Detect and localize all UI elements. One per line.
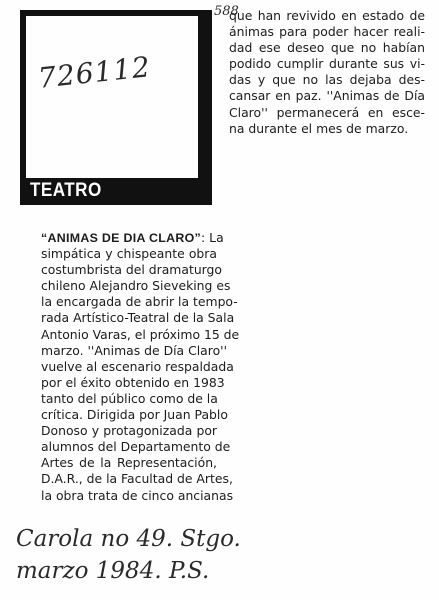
handwritten-source-note: Carola no 49. Stgo. [16,526,241,552]
handwritten-date-note: marzo 1984. P.S. [16,558,210,584]
article-line: tanto del público como de la [41,390,218,406]
article-line: que han revivido en estado de [229,8,425,23]
article-line: Artes de la Representación, [41,455,217,471]
article-left-column [41,230,240,504]
section-label: TEATRO [30,180,102,201]
handwritten-corner-number: 588 [214,4,239,19]
article-line: D.A.R., de la Facultad de Artes, [41,471,233,487]
article-line: marzo. ''Animas de Día Claro'' [41,342,227,358]
article-line: Donoso y protagonizada por [41,423,217,439]
article-line: crítica. Dirigida por Juan Pablo [41,407,228,423]
article-line: cansar en paz. ''Animas de Día [229,88,425,104]
article-lead-line [41,230,224,246]
handwritten-archive-id: 726112 [36,50,153,95]
article-line: por el éxito obtenido en 1983 [41,374,225,390]
article-line: vuelve al escenario respaldada [41,358,234,374]
article-line: chileno Alejandro Sieveking es [41,278,231,294]
article-line: na durante el mes de marzo. [229,120,409,136]
article-line: alumnos del Departamento de [41,439,231,455]
article-line: : La [201,230,224,245]
header-blank-panel [26,16,200,178]
article-line: costumbrista del dramaturgo [41,262,222,278]
article-line: ánimas para poder hacer reali- [229,24,425,40]
article-line: la encargada de abrir la tempo- [41,294,238,310]
article-line: Claro'' permanecerá en esce- [229,104,425,120]
article-line: la obra trata de cinco ancianas [41,487,234,503]
article-right-column [229,8,425,137]
section-header-block [20,10,212,205]
article-line: das y que no las dejaba des- [229,72,425,88]
article-line: Antonio Varas, el próximo 15 de [41,326,240,342]
article-line: rada Artístico-Teatral de la Sala [41,310,235,326]
article-lead-title: “ANIMAS DE DIA CLARO” [41,231,202,245]
article-line: dad ese deseo que no habían [229,40,425,56]
article-line: simpática y chispeante obra [41,246,217,262]
article-line: podido cumplir durante sus vi- [229,56,425,72]
